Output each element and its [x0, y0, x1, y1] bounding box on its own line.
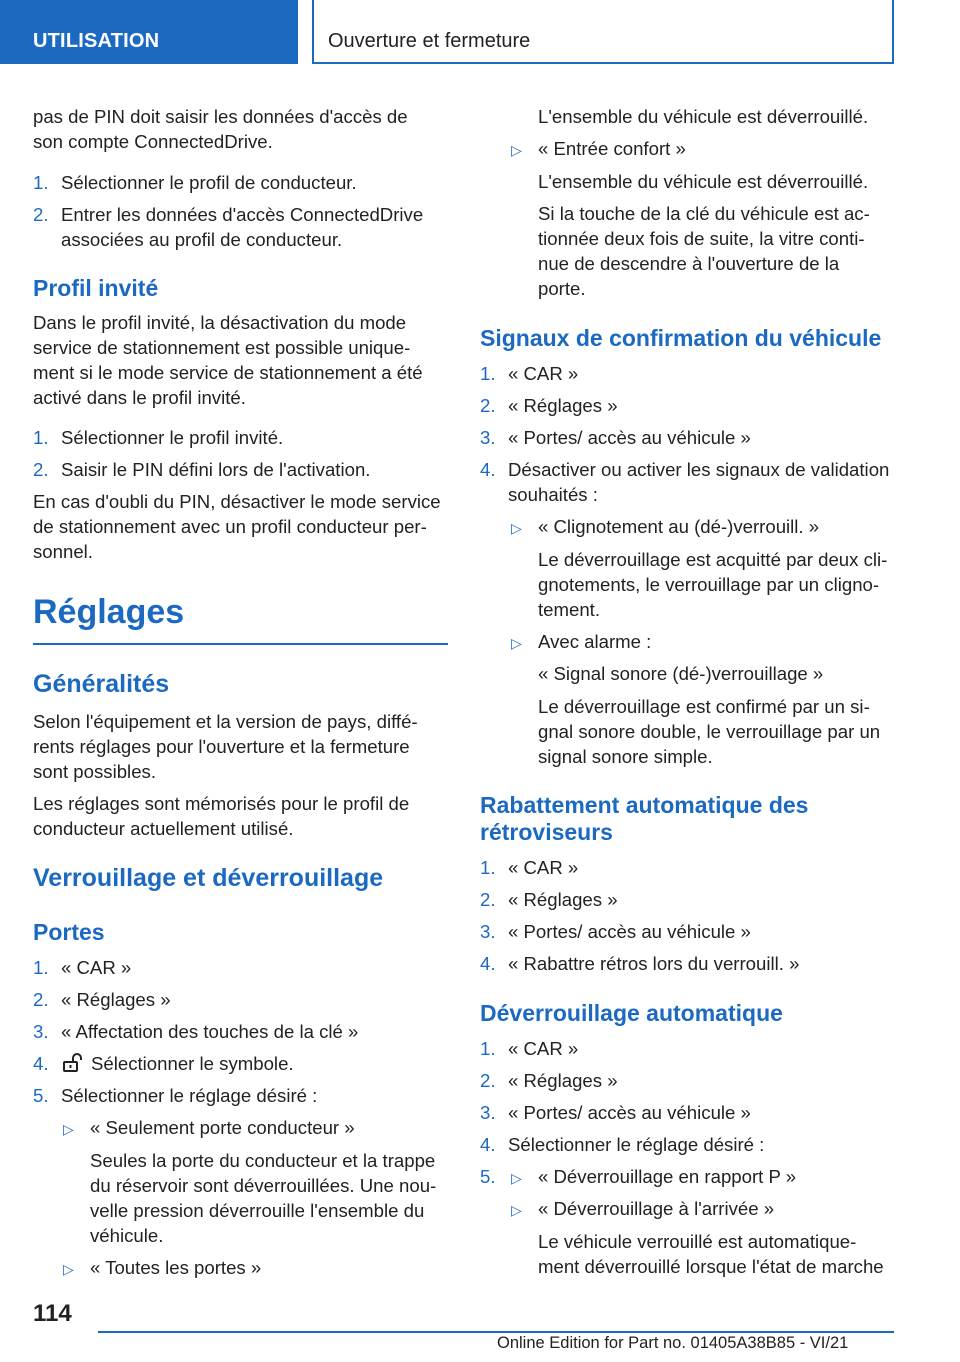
list-number: 5.: [33, 1085, 49, 1106]
sub-item-desc: véhicule.: [90, 1225, 164, 1246]
list-item: « Portes/ accès au véhicule »: [508, 1102, 751, 1123]
header-title-box: [312, 0, 894, 64]
heading-verrouillage: Verrouillage et déverrouillage: [33, 864, 384, 892]
list-item: Entrer les données d'accès ConnectedDrive: [61, 204, 424, 225]
sub-item-desc: gnal sonore double, le verrouillage par un: [538, 721, 881, 742]
sub-item-desc: Le véhicule verrouillé est automatique-: [538, 1231, 857, 1252]
section-rule: [33, 643, 448, 645]
paragraph-line: Les réglages sont mémorisés pour le profil de: [33, 793, 410, 814]
list-number: 1.: [480, 1038, 496, 1059]
sub-item: « Entrée confort »: [538, 138, 686, 159]
heading-deverrouillage-auto: Déverrouillage automatique: [480, 1000, 783, 1026]
list-item: « CAR »: [508, 857, 579, 878]
list-item: Sélectionner le symbole.: [91, 1053, 294, 1074]
heading-reglages: Réglages: [33, 593, 185, 631]
sub-item-desc: signal sonore simple.: [538, 746, 713, 767]
heading-rabattement: Rabattement automatique des: [480, 792, 809, 818]
list-number: 2.: [33, 204, 49, 225]
list-number: 3.: [480, 427, 496, 448]
triangle-bullet-icon: ▷: [511, 635, 522, 651]
paragraph-line: sont possibles.: [33, 761, 156, 782]
list-item: Sélectionner le réglage désiré :: [508, 1134, 765, 1155]
heading-generalites: Généralités: [33, 670, 170, 698]
paragraph-line: pas de PIN doit saisir les données d'accès de: [33, 106, 408, 127]
sub-item: « Toutes les portes »: [90, 1257, 262, 1278]
list-item: « CAR »: [508, 1038, 579, 1059]
header-section-tab: [0, 0, 298, 64]
triangle-bullet-icon: ▷: [511, 1202, 522, 1218]
footer-rule: [98, 1331, 894, 1333]
paragraph-line: En cas d'oubli du PIN, désactiver le mode service: [33, 491, 441, 512]
list-number: 1.: [480, 363, 496, 384]
list-number: 3.: [480, 921, 496, 942]
paragraph-line: conducteur actuellement utilisé.: [33, 818, 294, 839]
triangle-bullet-icon: ▷: [63, 1121, 74, 1137]
list-item-cont: souhaités :: [508, 484, 598, 505]
list-item: Désactiver ou activer les signaux de validation: [508, 459, 890, 480]
sub-item-desc: Seules la porte du conducteur et la trappe: [90, 1150, 436, 1171]
triangle-bullet-icon: ▷: [511, 142, 522, 158]
triangle-bullet-icon: ▷: [63, 1261, 74, 1277]
paragraph-line: service de stationnement est possible unique-: [33, 337, 411, 358]
list-number: 2.: [33, 459, 49, 480]
list-number: 5.: [480, 1166, 496, 1187]
triangle-bullet-icon: ▷: [511, 1170, 522, 1186]
unlock-key-icon: [61, 1049, 83, 1074]
sub-item-desc: gnotements, le verrouillage par un cligno-: [538, 574, 880, 595]
list-number: 2.: [480, 889, 496, 910]
paragraph-line: Selon l'équipement et la version de pays, diffé-: [33, 711, 418, 732]
footer-edition: Online Edition for Part no. 01405A38B85 - VI/21: [497, 1334, 849, 1352]
list-number: 2.: [480, 395, 496, 416]
list-item: « Portes/ accès au véhicule »: [508, 427, 751, 448]
paragraph-line: rents réglages pour l'ouverture et la fermeture: [33, 736, 410, 757]
sub-item-desc: L'ensemble du véhicule est déverrouillé.: [538, 106, 869, 127]
paragraph-line: son compte ConnectedDrive.: [33, 131, 273, 152]
sub-item-desc: tionnée deux fois de suite, la vitre conti-: [538, 228, 865, 249]
list-item: « Réglages »: [508, 889, 618, 910]
paragraph-line: ment si le mode service de stationnement a été: [33, 362, 423, 383]
list-item: « CAR »: [61, 957, 132, 978]
sub-item: « Clignotement au (dé-)verrouill. »: [538, 516, 820, 537]
paragraph-line: sonnel.: [33, 541, 93, 562]
list-item: « Déverrouillage en rapport P »: [538, 1166, 797, 1187]
page-number: 114: [33, 1300, 72, 1327]
list-item-cont: associées au profil de conducteur.: [61, 229, 343, 250]
heading-portes: Portes: [33, 919, 105, 945]
list-number: 4.: [480, 953, 496, 974]
list-number: 1.: [33, 957, 49, 978]
header-title: Ouverture et fermeture: [328, 30, 531, 52]
list-item: « Affectation des touches de la clé »: [61, 1021, 359, 1042]
sub-item: Avec alarme :: [538, 631, 652, 652]
sub-item-desc: Si la touche de la clé du véhicule est ac-: [538, 203, 870, 224]
sub-item: « Déverrouillage à l'arrivée »: [538, 1198, 775, 1219]
list-number: 2.: [33, 989, 49, 1010]
list-number: 4.: [480, 1134, 496, 1155]
sub-item-desc: tement.: [538, 599, 601, 620]
list-number: 3.: [33, 1021, 49, 1042]
list-item: « CAR »: [508, 363, 579, 384]
list-item: « Rabattre rétros lors du verrouill. »: [508, 953, 800, 974]
list-item: « Portes/ accès au véhicule »: [508, 921, 751, 942]
sub-item-desc: porte.: [538, 278, 586, 299]
list-number: 3.: [480, 1102, 496, 1123]
list-item: « Réglages »: [61, 989, 171, 1010]
paragraph-line: Dans le profil invité, la désactivation du mode: [33, 312, 407, 333]
paragraph-line: de stationnement avec un profil conducteur per-: [33, 516, 427, 537]
list-item: « Réglages »: [508, 395, 618, 416]
sub-item-desc: Le déverrouillage est confirmé par un si-: [538, 696, 870, 717]
paragraph-line: activé dans le profil invité.: [33, 387, 246, 408]
sub-item: « Seulement porte conducteur »: [90, 1117, 355, 1138]
sub-item-desc: du réservoir sont déverrouillées. Une nou-: [90, 1175, 437, 1196]
sub-item-desc: nue de descendre à l'ouverture de la: [538, 253, 840, 274]
list-number: 1.: [33, 172, 49, 193]
heading-signaux: Signaux de confirmation du véhicule: [480, 325, 882, 351]
list-item: Sélectionner le profil de conducteur.: [61, 172, 357, 193]
sub-item-desc: velle pression déverrouille l'ensemble du: [90, 1200, 425, 1221]
list-item: « Réglages »: [508, 1070, 618, 1091]
list-item: Saisir le PIN défini lors de l'activation.: [61, 459, 371, 480]
sub-item-desc: « Signal sonore (dé-)verrouillage »: [538, 663, 824, 684]
list-number: 4.: [480, 459, 496, 480]
header-section-label: UTILISATION: [33, 30, 160, 52]
sub-item-desc: L'ensemble du véhicule est déverrouillé.: [538, 171, 869, 192]
sub-item-desc: Le déverrouillage est acquitté par deux cli-: [538, 549, 888, 570]
list-number: 2.: [480, 1070, 496, 1091]
heading-rabattement-cont: rétroviseurs: [480, 819, 613, 845]
list-number: 1.: [480, 857, 496, 878]
sub-item-desc: ment déverrouillé lorsque l'état de marche: [538, 1256, 884, 1277]
list-number: 1.: [33, 427, 49, 448]
list-item: Sélectionner le réglage désiré :: [61, 1085, 318, 1106]
list-item: Sélectionner le profil invité.: [61, 427, 284, 448]
list-number: 4.: [33, 1053, 49, 1074]
triangle-bullet-icon: ▷: [511, 520, 522, 536]
heading-profil-invite: Profil invité: [33, 275, 159, 301]
